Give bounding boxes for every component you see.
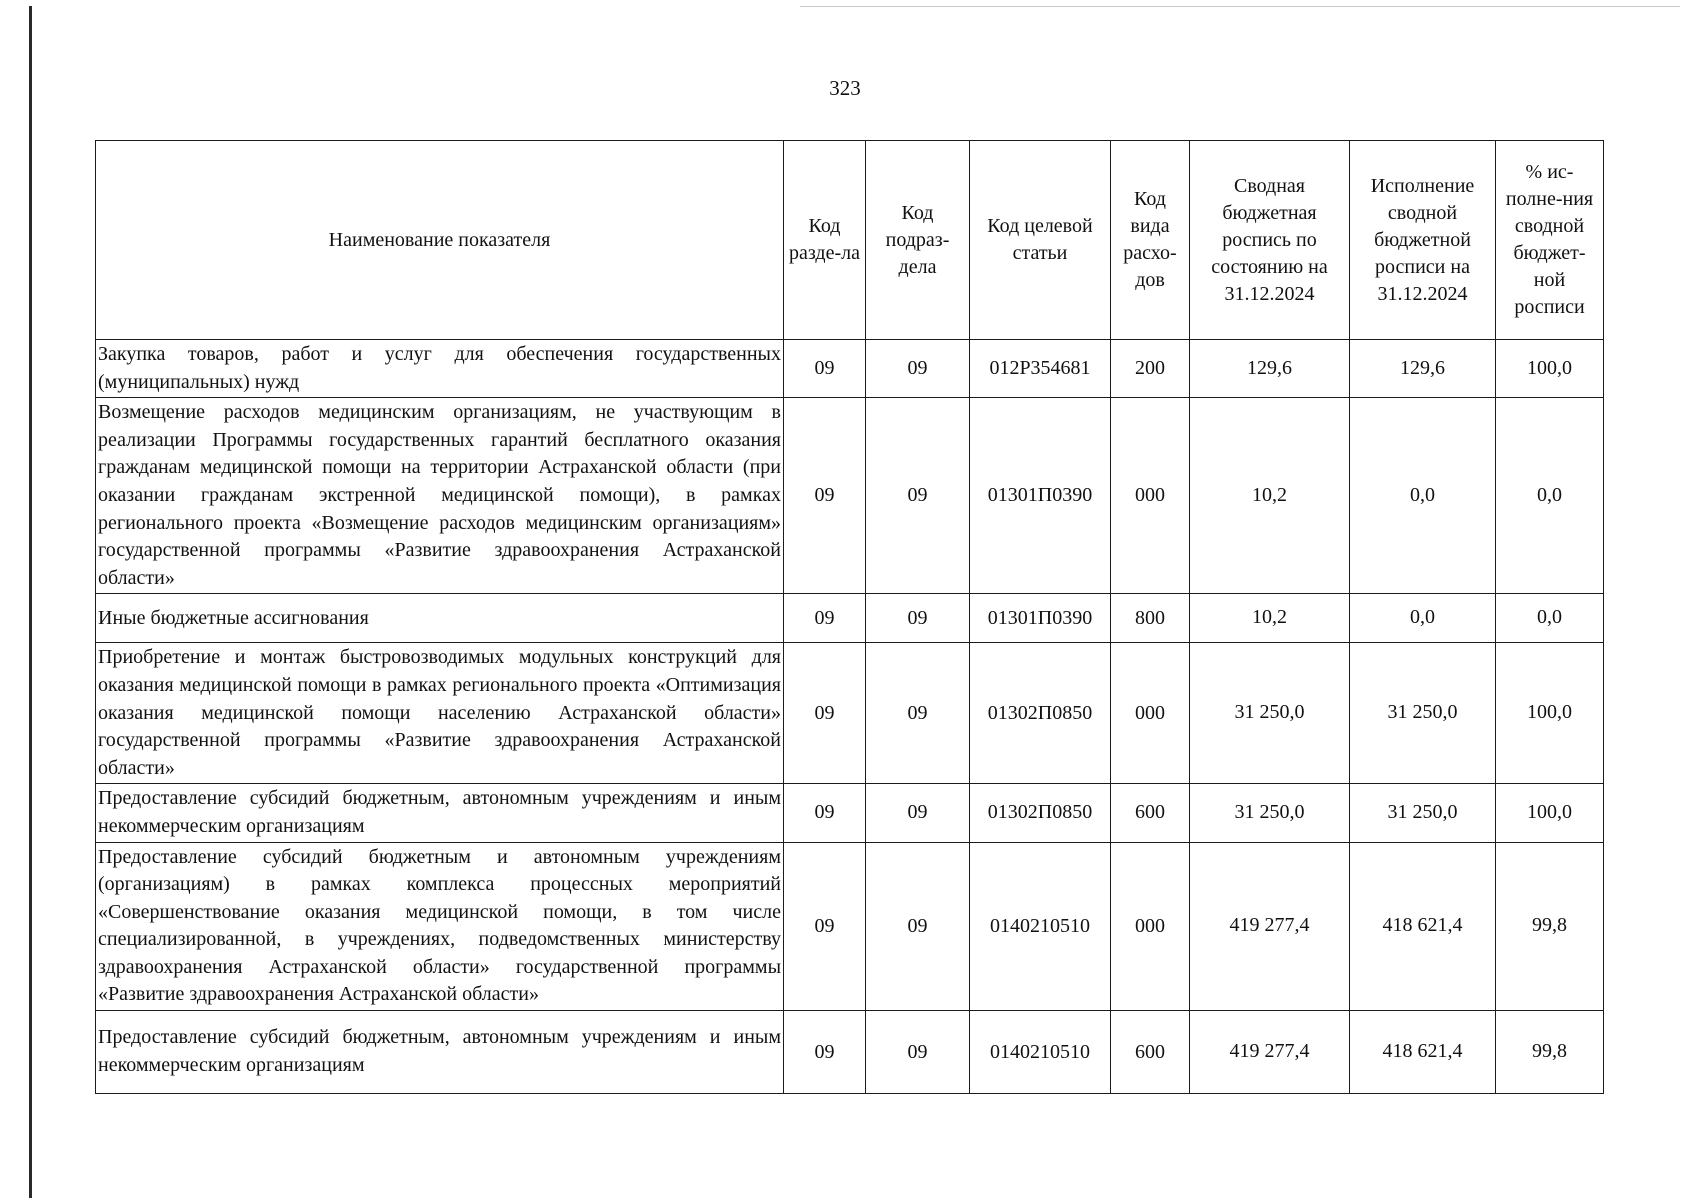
expense-type-code: 200: [1111, 340, 1190, 398]
subsection-code: 09: [866, 340, 970, 398]
table-row: [96, 594, 1604, 643]
subsection-code: 09: [866, 398, 970, 594]
plan-value: 419 277,4: [1190, 842, 1350, 1011]
subsection-code: 09: [866, 594, 970, 643]
execution-value: 0,0: [1350, 594, 1496, 643]
subsection-code: 09: [866, 784, 970, 842]
table-row: [96, 643, 1604, 784]
page-number: 323: [829, 76, 861, 100]
header-subsection-code: Код подраз-дела: [866, 141, 970, 340]
percent-value: 100,0: [1496, 340, 1604, 398]
target-code: 01302П0850: [970, 784, 1111, 842]
expense-type-code: 600: [1111, 784, 1190, 842]
header-percent: % ис-полне-ния сводной бюджет-ной росписи: [1496, 141, 1604, 340]
execution-value: 418 621,4: [1350, 1011, 1496, 1094]
expense-type-code: 000: [1111, 398, 1190, 594]
header-target-code: Код целевой статьи: [970, 141, 1111, 340]
indicator-name: Закупка товаров, работ и услуг для обеспечения государственных (муниципальных) нужд: [96, 340, 784, 398]
percent-value: 100,0: [1496, 784, 1604, 842]
percent-value: 99,8: [1496, 1011, 1604, 1094]
indicator-name: Предоставление субсидий бюджетным, автономным учреждениям и иным некоммерческим организациям: [96, 1011, 784, 1094]
execution-value: 418 621,4: [1350, 842, 1496, 1011]
target-code: 01302П0850: [970, 643, 1111, 784]
budget-execution-table: [95, 140, 1604, 1094]
expense-type-code: 600: [1111, 1011, 1190, 1094]
header-execution: Исполнение сводной бюджетной росписи на 31.12.2024: [1350, 141, 1496, 340]
scan-top-line: [800, 6, 1680, 7]
header-indicator-name: Наименование показателя: [96, 141, 784, 340]
plan-value: 419 277,4: [1190, 1011, 1350, 1094]
header-section-code: Код разде-ла: [784, 141, 866, 340]
plan-value: 31 250,0: [1190, 643, 1350, 784]
header-row: [96, 141, 1604, 340]
table-row: [96, 340, 1604, 398]
execution-value: 129,6: [1350, 340, 1496, 398]
percent-value: 100,0: [1496, 643, 1604, 784]
indicator-name: Предоставление субсидий бюджетным, автономным учреждениям и иным некоммерческим организациям: [96, 784, 784, 842]
target-code: 0140210510: [970, 1011, 1111, 1094]
table-row: [96, 398, 1604, 594]
indicator-name: Иные бюджетные ассигнования: [96, 594, 784, 643]
header-plan: Сводная бюджетная роспись по состоянию на 31.12.2024: [1190, 141, 1350, 340]
section-code: 09: [784, 643, 866, 784]
indicator-name: Возмещение расходов медицинским организациям, не участвующим в реализации Программы государственных гарантий бесплатного оказания гражданам медицинской помощи на территории Астраханской области (при оказании гражданам экстренной медицинской помощи), в рамках регионального проекта «Возмещение расходов медицинским организациям» государственной программы «Развитие здравоохранения Астраханской области»: [96, 398, 784, 594]
subsection-code: 09: [866, 842, 970, 1011]
expense-type-code: 000: [1111, 842, 1190, 1011]
section-code: 09: [784, 340, 866, 398]
section-code: 09: [784, 784, 866, 842]
table-row: [96, 1011, 1604, 1094]
header-expense-type: Код вида расхо-дов: [1111, 141, 1190, 340]
execution-value: 0,0: [1350, 398, 1496, 594]
target-code: 01301П0390: [970, 594, 1111, 643]
target-code: 0140210510: [970, 842, 1111, 1011]
expense-type-code: 800: [1111, 594, 1190, 643]
subsection-code: 09: [866, 643, 970, 784]
expense-type-code: 000: [1111, 643, 1190, 784]
percent-value: 99,8: [1496, 842, 1604, 1011]
plan-value: 10,2: [1190, 398, 1350, 594]
section-code: 09: [784, 594, 866, 643]
execution-value: 31 250,0: [1350, 643, 1496, 784]
indicator-name: Приобретение и монтаж быстровозводимых модульных конструкций для оказания медицинской помощи в рамках регионального проекта «Оптимизация оказания медицинской помощи населению Астраханской области» государственной программы «Развитие здравоохранения Астраханской области»: [96, 643, 784, 784]
indicator-name: Предоставление субсидий бюджетным и автономным учреждениям (организациям) в рамках комплекса процессных мероприятий «Совершенствование оказания медицинской помощи, в том числе специализированной, в учреждениях, подведомственных министерству здравоохранения Астраханской области» государственной программы «Развитие здравоохранения Астраханской области»: [96, 842, 784, 1011]
section-code: 09: [784, 842, 866, 1011]
plan-value: 31 250,0: [1190, 784, 1350, 842]
table-row: [96, 842, 1604, 1011]
scan-edge-line: [29, 6, 32, 1198]
section-code: 09: [784, 398, 866, 594]
percent-value: 0,0: [1496, 594, 1604, 643]
plan-value: 129,6: [1190, 340, 1350, 398]
target-code: 01301П0390: [970, 398, 1111, 594]
execution-value: 31 250,0: [1350, 784, 1496, 842]
subsection-code: 09: [866, 1011, 970, 1094]
plan-value: 10,2: [1190, 594, 1350, 643]
target-code: 012Р354681: [970, 340, 1111, 398]
percent-value: 0,0: [1496, 398, 1604, 594]
section-code: 09: [784, 1011, 866, 1094]
table-row: [96, 784, 1604, 842]
